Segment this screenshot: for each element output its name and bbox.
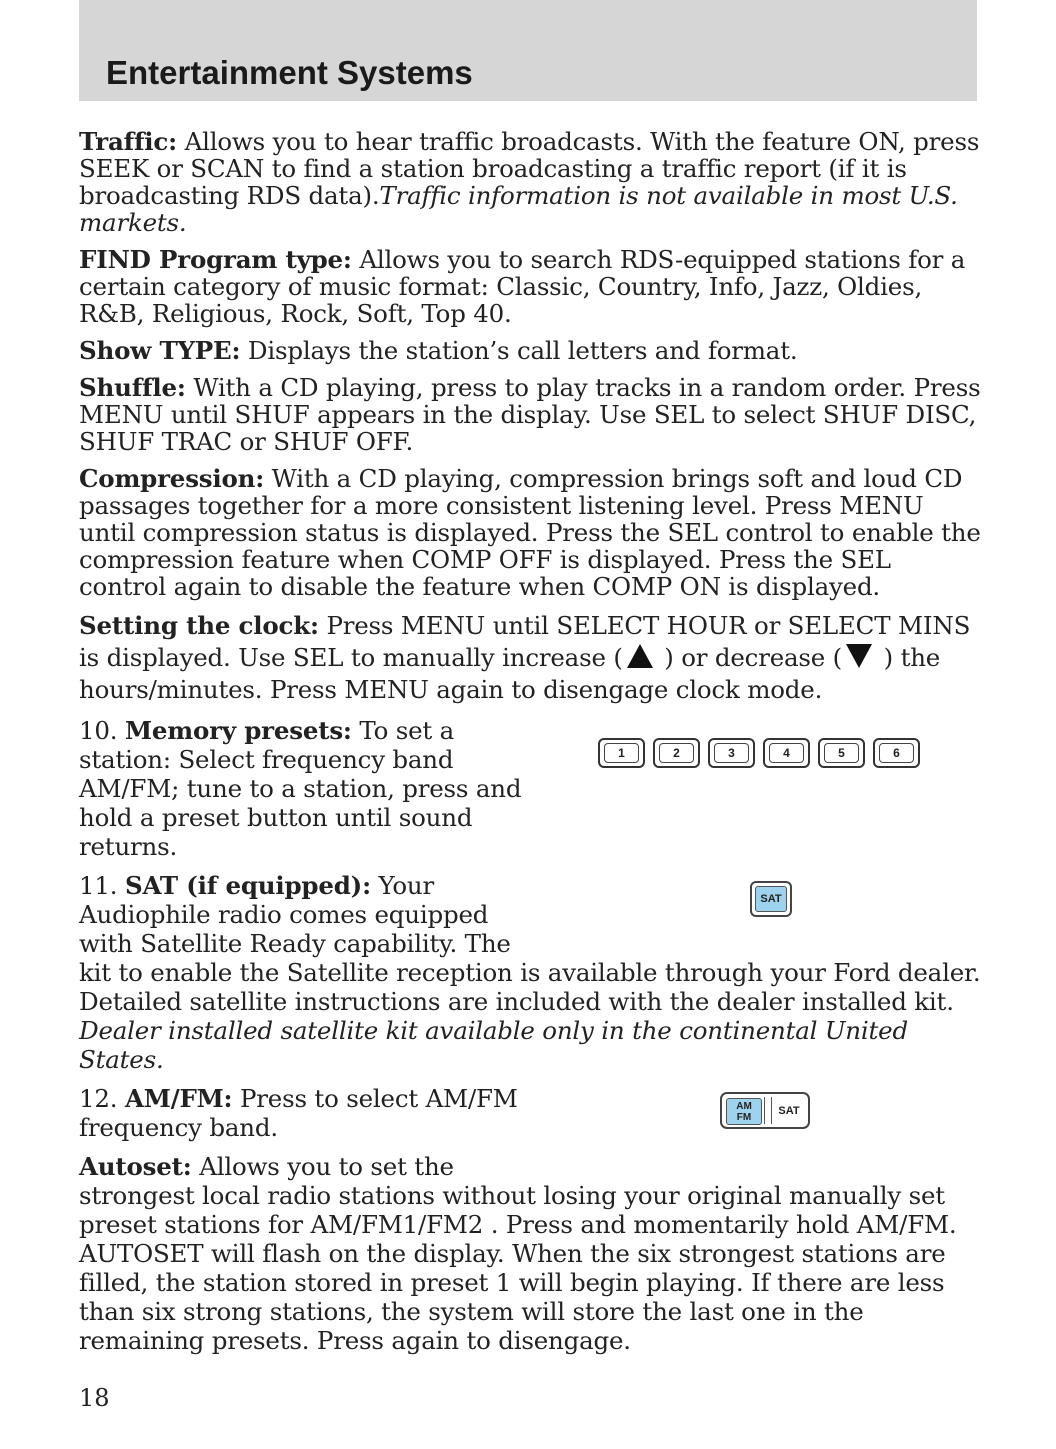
autoset-paragraph bbox=[79, 1152, 984, 1355]
preset-2-button: 2 bbox=[653, 738, 700, 768]
shuffle-paragraph bbox=[79, 374, 984, 455]
amfm-item bbox=[79, 1084, 984, 1142]
sat-column bbox=[79, 871, 529, 958]
clock-text-3: ) the hours/minutes. Press MENU again to disengage clock mode. bbox=[79, 643, 941, 704]
memory-text: To set a station: Select frequency band AM/FM; tune to a station, press and hold a preset button until sound returns. bbox=[79, 716, 522, 861]
show-type-text: Displays the station’s call letters and format. bbox=[240, 336, 798, 365]
preset-1-button: 1 bbox=[598, 738, 645, 768]
compression-text: With a CD playing, compression brings soft and loud CD passages together for a more consistent listening level. Press MENU until compression status is displayed. Press the SEL control to enable the compression feature when COMP OFF is displayed. Press the SEL control again to disable the feature when COMP ON is displayed. bbox=[79, 464, 981, 601]
autoset-text-a: Allows you to set the bbox=[191, 1152, 454, 1181]
amfm-button-face: AM FM bbox=[726, 1098, 762, 1125]
sat-text-b: kit to enable the Satellite reception is available through your Ford dealer. Detailed satellite instructions are included with the dealer installed kit. bbox=[79, 958, 981, 1016]
page-number: 18 bbox=[79, 1384, 110, 1412]
amfm-label: AM/FM: bbox=[124, 1084, 233, 1113]
clock-text-1: Press MENU until SELECT HOUR or SELECT MINS is displayed. Use SEL to manually increase ( bbox=[79, 611, 971, 672]
sat-number: 11. bbox=[79, 871, 118, 900]
show-type-paragraph bbox=[79, 337, 984, 364]
memory-number: 10. bbox=[79, 716, 118, 745]
compression-label: Compression: bbox=[79, 464, 265, 493]
amfm-text: Press to select AM/FM frequency band. bbox=[79, 1084, 518, 1142]
traffic-paragraph bbox=[79, 128, 984, 236]
sat-button-face: SAT bbox=[778, 1104, 800, 1117]
sat-item bbox=[79, 871, 984, 1074]
show-type-label: Show TYPE: bbox=[79, 336, 241, 365]
memory-presets-column bbox=[79, 716, 529, 861]
clock-label: Setting the clock: bbox=[79, 611, 319, 640]
up-arrow-icon bbox=[627, 644, 653, 668]
button-divider bbox=[764, 1097, 772, 1124]
autoset-label: Autoset: bbox=[79, 1152, 192, 1181]
traffic-note: Traffic information is not available in most U.S. markets. bbox=[79, 181, 958, 237]
amfm-number: 12. bbox=[79, 1084, 118, 1113]
sat-note: Dealer installed satellite kit available only in the continental United States. bbox=[79, 1016, 908, 1074]
header-bar bbox=[79, 0, 977, 101]
find-text: Allows you to search RDS-equipped stations for a certain category of music format: Classic, Country, Info, Jazz, Oldies, R&B, Religious, Rock, Soft, Top 40. bbox=[79, 245, 966, 328]
clock-paragraph bbox=[79, 610, 984, 706]
clock-text-2: ) or decrease ( bbox=[656, 643, 843, 672]
traffic-text: Allows you to hear traffic broadcasts. With the feature ON, press SEEK or SCAN to find a station broadcasting a traffic report (if it is broadcasting RDS data). bbox=[79, 127, 980, 210]
sat-text-a: Your Audiophile radio comes equipped with Satellite Ready capability. The bbox=[79, 871, 511, 958]
traffic-label: Traffic: bbox=[79, 127, 177, 156]
preset-5-button: 5 bbox=[818, 738, 865, 768]
compression-paragraph bbox=[79, 465, 984, 600]
shuffle-label: Shuffle: bbox=[79, 373, 186, 402]
memory-label: Memory presets: bbox=[124, 716, 352, 745]
down-arrow-icon bbox=[846, 644, 872, 668]
section-title: Entertainment Systems bbox=[106, 54, 473, 91]
sat-button-illustration: SAT bbox=[750, 881, 792, 917]
shuffle-text: With a CD playing, press to play tracks in a random order. Press MENU until SHUF appears in the display. Use SEL to select SHUF DISC, SHUF TRAC or SHUF OFF. bbox=[79, 373, 981, 456]
preset-4-button: 4 bbox=[763, 738, 810, 768]
sat-label: SAT (if equipped): bbox=[124, 871, 371, 900]
find-label: FIND Program type: bbox=[79, 245, 352, 274]
preset-6-button: 6 bbox=[873, 738, 920, 768]
amfm-button-illustration bbox=[720, 1092, 810, 1129]
find-paragraph bbox=[79, 246, 984, 327]
preset-3-button: 3 bbox=[708, 738, 755, 768]
amfm-column bbox=[79, 1084, 529, 1142]
autoset-text-b: strongest local radio stations without losing your original manually set preset stations for AM/FM1/FM2 . Press and momentarily hold AM/FM. AUTOSET will flash on the display. When the six strongest stations are filled, the station stored in preset 1 will begin playing. If there are less than six strong stations, the system will store the last one in the remaining presets. Press again to disengage. bbox=[79, 1181, 957, 1355]
